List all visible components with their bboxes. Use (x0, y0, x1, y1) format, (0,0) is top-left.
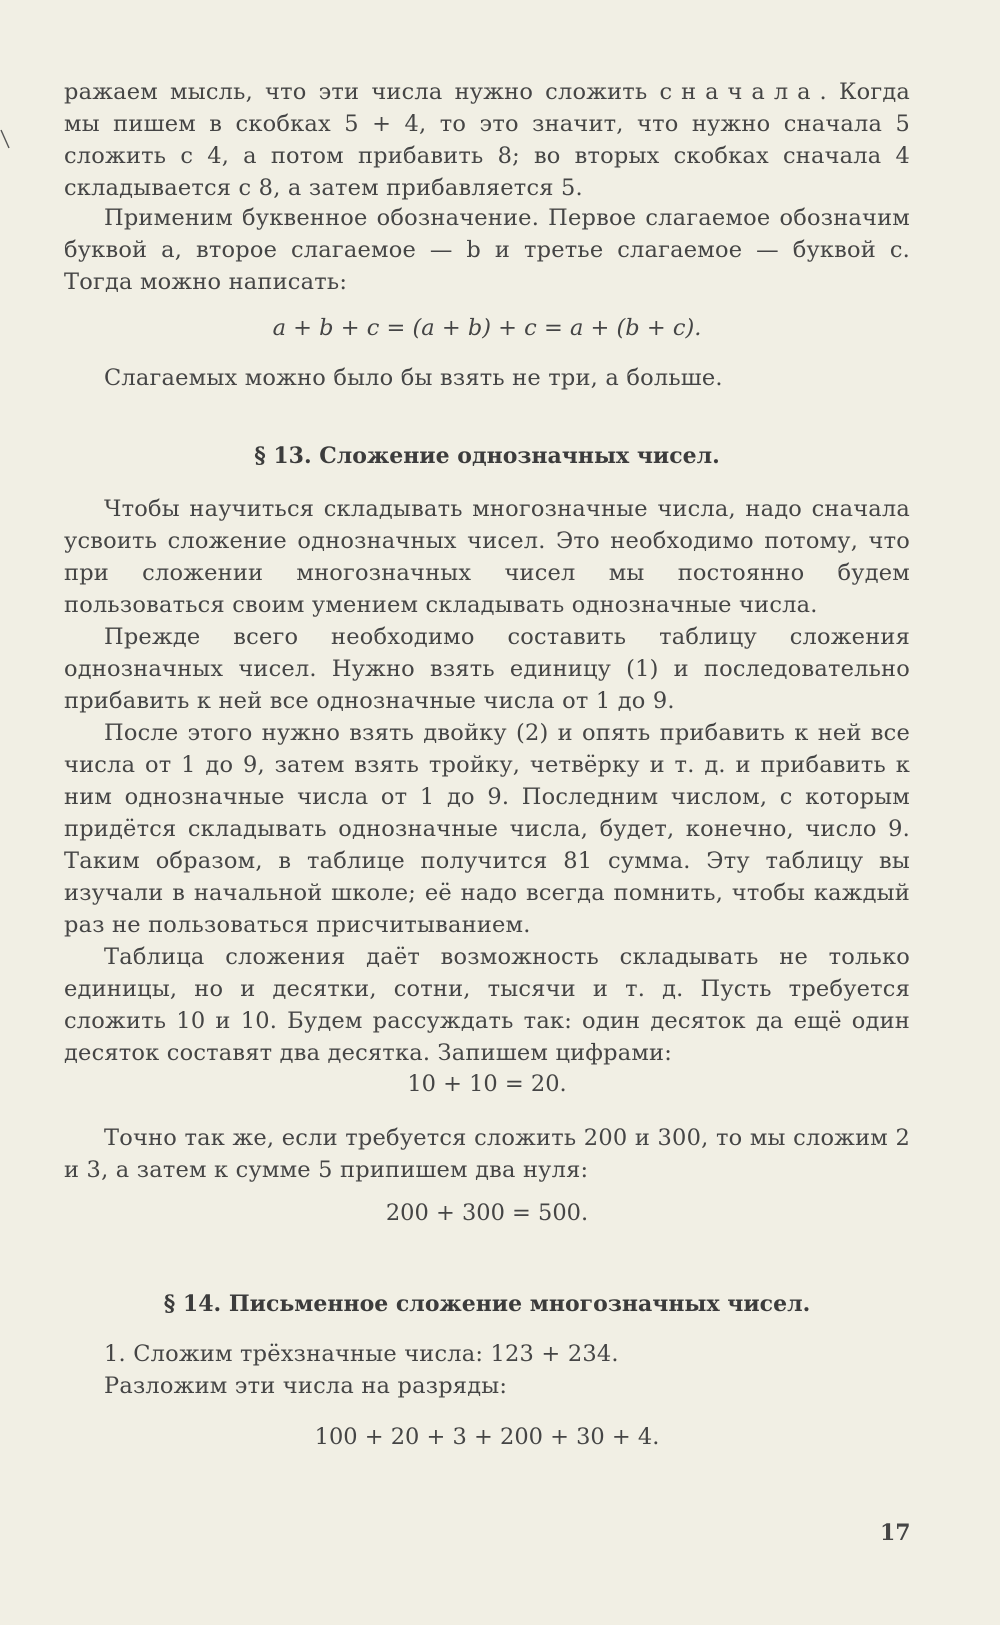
section-13-text (64, 493, 910, 1069)
section-13-paragraph-2: Прежде всего необходимо составить таблицу сложения однозначных чисел. Нужно взять единицу (1) и последовательно прибавить к ней все однозначные числа от 1 до 9. (64, 624, 910, 714)
hundreds-paragraph-block (64, 1122, 910, 1186)
letters-paragraph: Применим буквенное обозначение. Первое слагаемое обозначим буквой a, второе слагаемое — b и третье слагаемое — буквой c. Тогда можно написать: (64, 205, 910, 295)
section-14-text (64, 1338, 910, 1402)
page-number: 17 (880, 1520, 911, 1546)
page-edge-mark (0, 128, 12, 150)
more-terms-paragraph: Слагаемых можно было бы взять не три, а больше. (104, 365, 723, 391)
formula-hundreds: 200 + 300 = 500. (385, 1200, 589, 1226)
section-13-paragraph-4: Таблица сложения даёт возможность складывать не только единицы, но и десятки, сотни, тысячи и т. д. Пусть требуется сложить 10 и 10. Будем рассуждать так: один десяток да ещё один десяток составят два десятка. Запишем цифрами: (64, 944, 910, 1066)
letters-paragraph-block (64, 202, 910, 298)
formula-digit-expansion: 100 + 20 + 3 + 200 + 30 + 4. (314, 1424, 660, 1450)
section-14-line-2: Разложим эти числа на разряды: (104, 1373, 508, 1399)
paragraph-rest: . Когда мы пишем в скобках 5 + 4, то это значит, что нужно сначала 5 сложить с 4, а потом прибавить 8; во вторых скобках сначала 4 складывается с 8, а затем прибавляется 5. (64, 79, 910, 201)
section-14-heading: § 14. Письменное сложение многозначных чисел. (163, 1291, 811, 1317)
section-13-paragraph-5: Точно так же, если требуется сложить 200 и 300, то мы сложим 2 и 3, а затем к сумме 5 припишем два нуля: (64, 1125, 910, 1183)
formula-associative: a + b + c = (a + b) + c = a + (b + c). (272, 315, 702, 341)
section-13-paragraph-3: После этого нужно взять двойку (2) и опять прибавить к ней все числа от 1 до 9, затем взять тройку, четвёрку и т. д. и прибавить к ним однозначные числа от 1 до 9. Последним числом, с которым придётся складывать однозначные числа, будет, конечно, число 9. Таким образом, в таблице получится 81 сумма. Эту таблицу вы изучали в начальной школе; её надо всегда помнить, чтобы каждый раз не пользоваться присчитыванием. (64, 720, 910, 938)
section-14-item-1: 1. Сложим трёхзначные числа: 123 + 234. (104, 1341, 619, 1367)
formula-ten-plus-ten: 10 + 10 = 20. (407, 1071, 567, 1097)
continued-paragraph (64, 76, 910, 204)
more-terms-block (64, 362, 910, 394)
section-13-heading: § 13. Сложение однозначных чисел. (254, 443, 720, 469)
emphasized-word: сначала (659, 79, 820, 105)
section-13-paragraph-1: Чтобы научиться складывать многозначные числа, надо сначала усвоить сложение однозначных чисел. Это необходимо потому, что при сложении многозначных чисел мы постоянно будем пользоваться своим умением складывать однозначные числа. (64, 496, 910, 618)
paragraph-start: ражаем мысль, что эти числа нужно сложить (64, 79, 660, 105)
